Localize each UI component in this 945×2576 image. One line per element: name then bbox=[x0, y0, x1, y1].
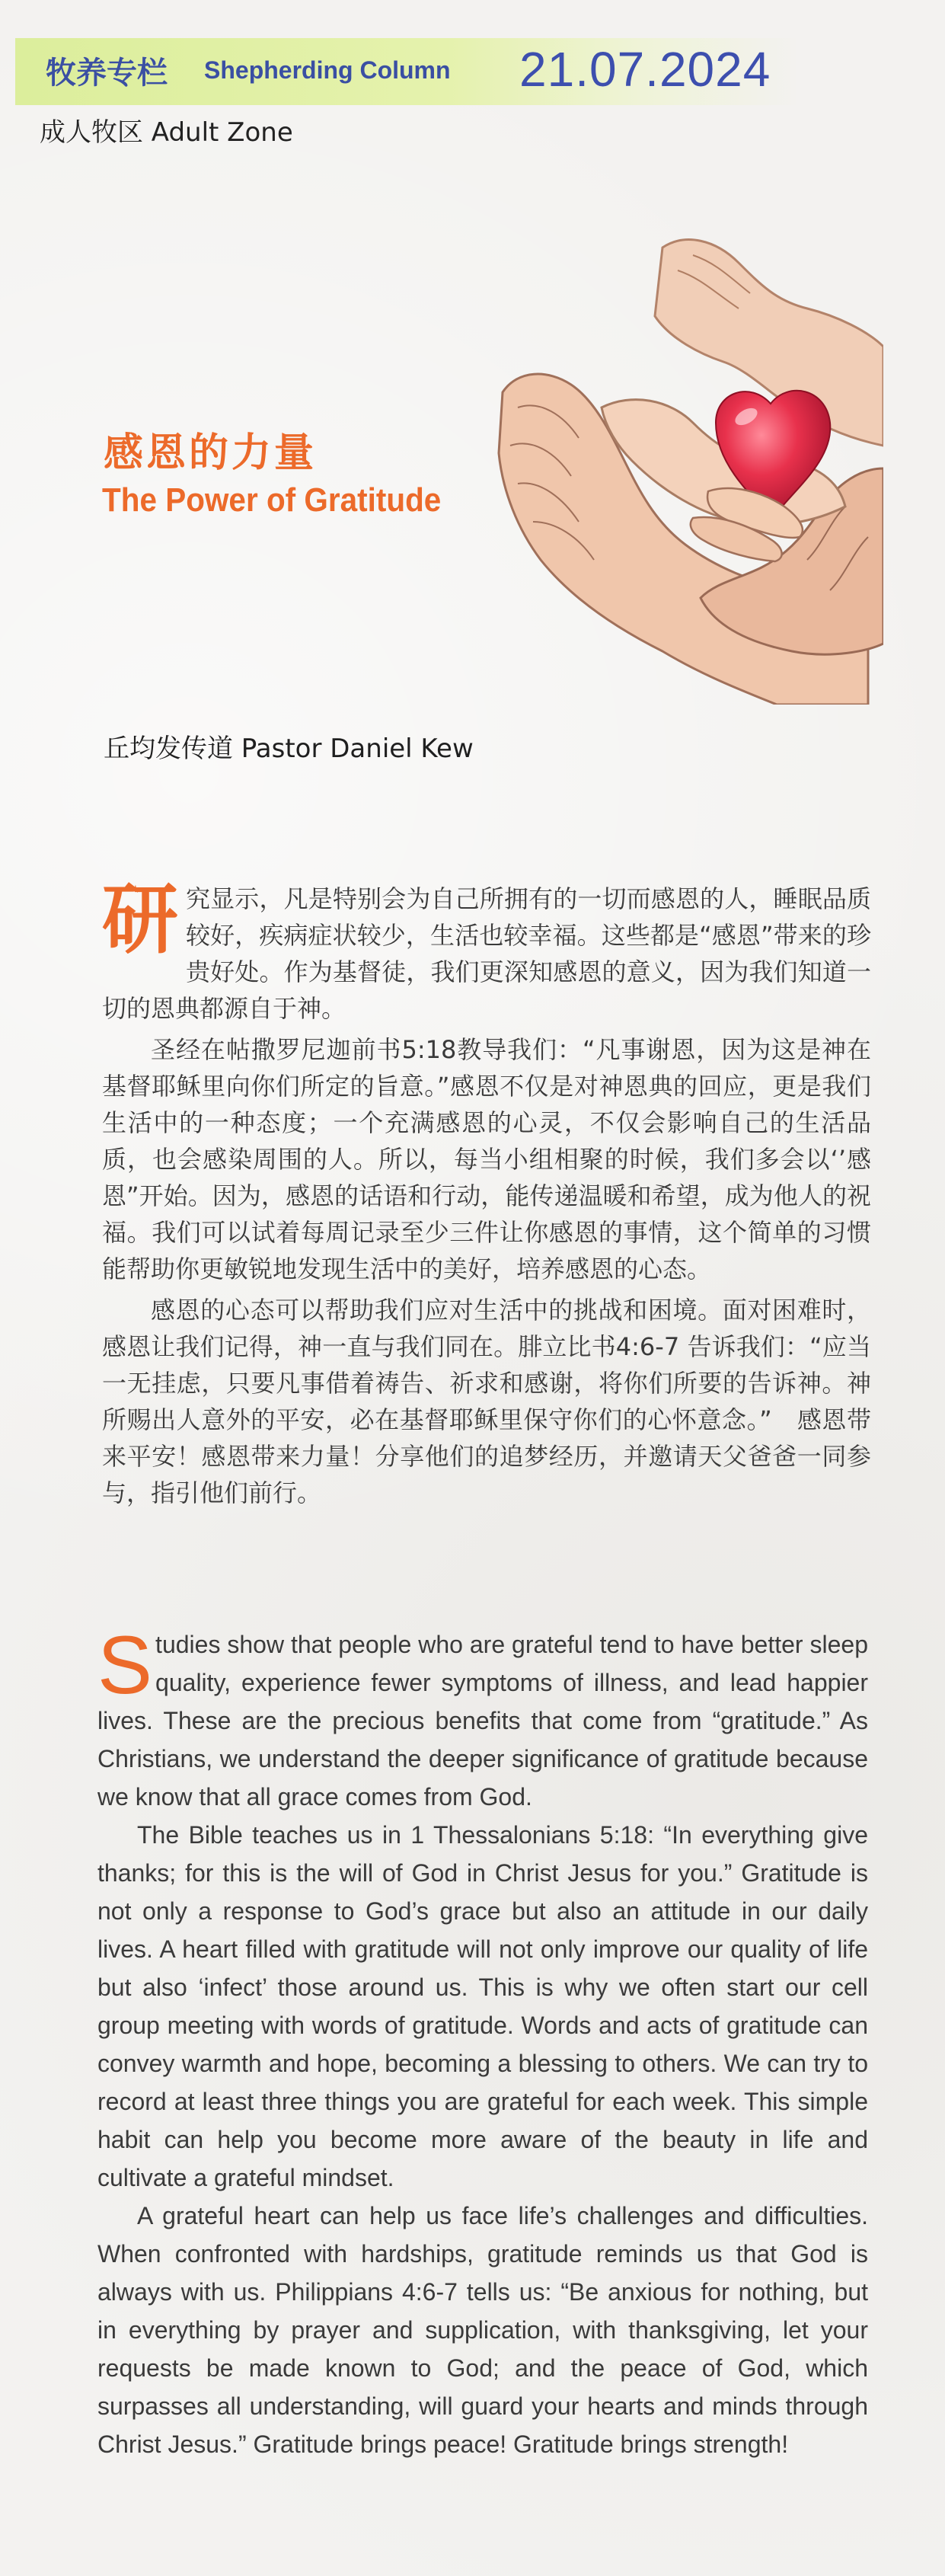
column-name-en: Shepherding Column bbox=[204, 56, 451, 84]
article-title-cn: 感恩的力量 bbox=[104, 430, 318, 476]
en-paragraph-3: A grateful heart can help us face life’s challenges and difficulties. When confronted with hardships, gratitude reminds us that God is always with us. Philippians 4:6-7 tells us: “Be anxious for nothing, but in everything by prayer and supplication, with thanksgiving, let your requests be made known to God; and the peace of God, which surpasses all understanding, will guard your hearts and minds through Christ Jesus.” Gratitude brings peace! Gratitude brings strength! bbox=[97, 2202, 868, 2458]
en-paragraph-2: The Bible teaches us in 1 Thessalonians 5:18: “In everything give thanks; for this is the will of God in Christ Jesus for you.” Gratitude is not only a response to God’s grace but also an attitude in our daily lives. A heart filled with gratitude will not only improve our quality of life but also ‘infect’ those around us. This is why we often start our cell group meeting with words of gratitude. Words and acts of gratitude can convey warmth and hope, becoming a blessing to others. We can try to record at least three things you are grateful for each week. This simple habit can help you become more aware of the beauty in life and cultivate a grateful mindset. bbox=[97, 1821, 868, 2191]
cn-paragraph-1-text: 究显示，凡是特别会为自己所拥有的一切而感恩的人，睡眠品质较好，疾病症状较少，生活也较幸福。这些都是“感恩”带来的珍贵好处。作为基督徒，我们更深知感恩的意义，因为我们知道一切的恩典都源自于神。 bbox=[102, 884, 871, 1023]
en-dropcap: S bbox=[97, 1619, 153, 1711]
en-paragraph-1 bbox=[97, 1619, 868, 1816]
zone-label: 成人牧区 Adult Zone bbox=[40, 117, 293, 148]
column-banner bbox=[15, 38, 800, 105]
en-paragraph-1-text: tudies show that people who are grateful tend to have better sleep quality, experience fewer symptoms of illness, and lead happier lives. These are the precious benefits that come from “gratitude.” As Christians, we understand the deeper significance of gratitude because we know that all grace comes from God. bbox=[97, 1631, 868, 1811]
column-name-cn: 牧养专栏 bbox=[46, 56, 168, 91]
cn-dropcap: 研 bbox=[102, 875, 178, 964]
hands-holding-heart-illustration bbox=[487, 217, 883, 705]
chinese-article-body bbox=[102, 875, 871, 1516]
cn-paragraph-1 bbox=[102, 875, 871, 1027]
author-byline: 丘均发传道 Pastor Daniel Kew bbox=[104, 733, 474, 764]
english-article-body bbox=[97, 1619, 868, 2463]
cn-paragraph-3: 感恩的心态可以帮助我们应对生活中的挑战和困境。面对困难时，感恩让我们记得，神一直与我们同在。腓立比书4:6-7 告诉我们：“应当一无挂虑，只要凡事借着祷告、祈求和感谢，将你们所要的告诉神。神所赐出人意外的平安，必在基督耶稣里保守你们的心怀意念。” 感恩带来平安！感恩带来力量！分享他们的追梦经历，并邀请天父爸爸一同参与，指引他们前行。 bbox=[102, 1296, 871, 1507]
cn-paragraph-2: 圣经在帖撒罗尼迦前书5:18教导我们：“凡事谢恩，因为这是神在基督耶稣里向你们所定的旨意。”感恩不仅是对神恩典的回应，更是我们生活中的一种态度；一个充满感恩的心灵，不仅会影响自己的生活品质，也会感染周围的人。所以，每当小组相聚的时候，我们多会以‘’感恩”开始。因为，感恩的话语和行动，能传递温暖和希望，成为他人的祝福。我们可以试着每周记录至少三件让你感恩的事情，这个简单的习惯能帮助你更敏锐地发现生活中的美好，培养感恩的心态。 bbox=[102, 1035, 871, 1283]
article-title-en: The Power of Gratitude bbox=[102, 481, 442, 519]
issue-date: 21.07.2024 bbox=[519, 42, 771, 97]
